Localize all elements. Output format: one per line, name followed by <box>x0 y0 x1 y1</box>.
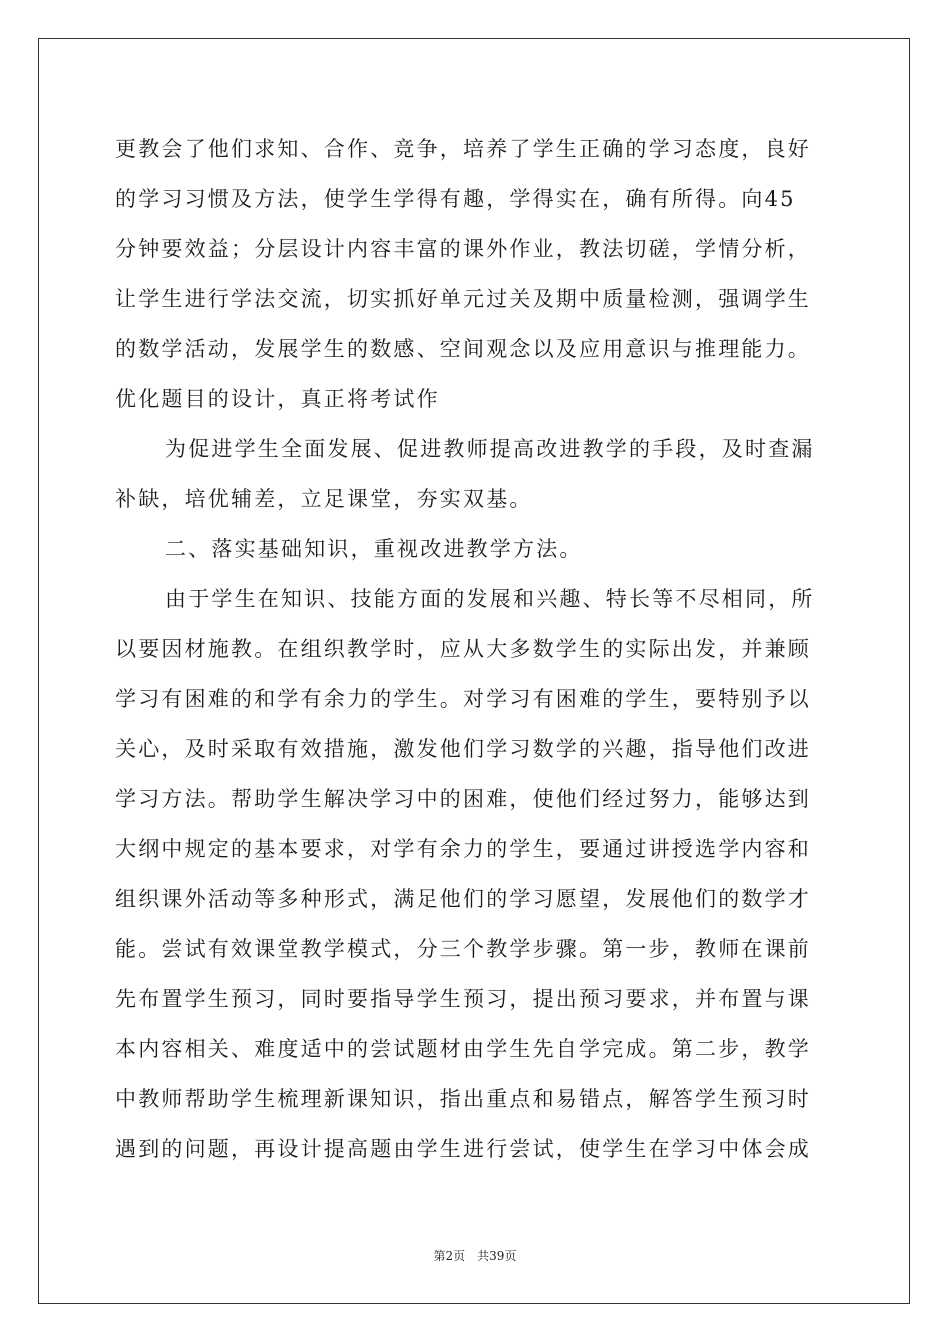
text-line: 的学习习惯及方法，使学生学得有趣，学得实在，确有所得。向45 <box>115 187 796 211</box>
text-line: 能。尝试有效课堂教学模式，分三个教学步骤。第一步，教师在课前 <box>115 937 811 961</box>
document-body <box>115 124 840 1174</box>
text-line: 的数学活动，发展学生的数感、空间观念以及应用意识与推理能力。 <box>115 337 811 361</box>
text-line: 以要因材施教。在组织教学时，应从大多数学生的实际出发，并兼顾 <box>115 637 811 661</box>
text-line: 遇到的问题，再设计提高题由学生进行尝试，使学生在学习中体会成 <box>115 1137 811 1161</box>
text-line: 学习方法。帮助学生解决学习中的困难，使他们经过努力，能够达到 <box>115 787 811 811</box>
text-line: 本内容相关、难度适中的尝试题材由学生先自学完成。第二步，教学 <box>115 1037 811 1061</box>
text-line: 更教会了他们求知、合作、竞争，培养了学生正确的学习态度，良好 <box>115 137 811 161</box>
text-line: 学习有困难的和学有余力的学生。对学习有困难的学生，要特别予以 <box>115 687 811 711</box>
text-line: 让学生进行学法交流，切实抓好单元过关及期中质量检测，强调学生 <box>115 287 811 311</box>
text-line: 组织课外活动等多种形式，满足他们的学习愿望，发展他们的数学才 <box>115 887 811 911</box>
text-line: 优化题目的设计，真正将考试作 <box>115 387 440 411</box>
text-line: 二、落实基础知识，重视改进教学方法。 <box>165 537 583 561</box>
text-line: 中教师帮助学生梳理新课知识，指出重点和易错点，解答学生预习时 <box>115 1087 811 1111</box>
text-line: 关心，及时采取有效措施，激发他们学习数学的兴趣，指导他们改进 <box>115 737 811 761</box>
text-line: 先布置学生预习，同时要指导学生预习，提出预习要求，并布置与课 <box>115 987 811 1011</box>
page-footer <box>0 1247 950 1264</box>
text-line: 由于学生在知识、技能方面的发展和兴趣、特长等不尽相同，所 <box>165 587 815 611</box>
text-line: 分钟要效益；分层设计内容丰富的课外作业，教法切磋，学情分析， <box>115 237 811 261</box>
page-number: 第2页 <box>433 1249 466 1263</box>
page-total: 共39页 <box>477 1249 517 1263</box>
text-line: 补缺，培优辅差，立足课堂，夯实双基。 <box>115 487 533 511</box>
text-line: 为促进学生全面发展、促进教师提高改进教学的手段，及时查漏 <box>165 437 815 461</box>
text-line: 大纲中规定的基本要求，对学有余力的学生，要通过讲授选学内容和 <box>115 837 811 861</box>
